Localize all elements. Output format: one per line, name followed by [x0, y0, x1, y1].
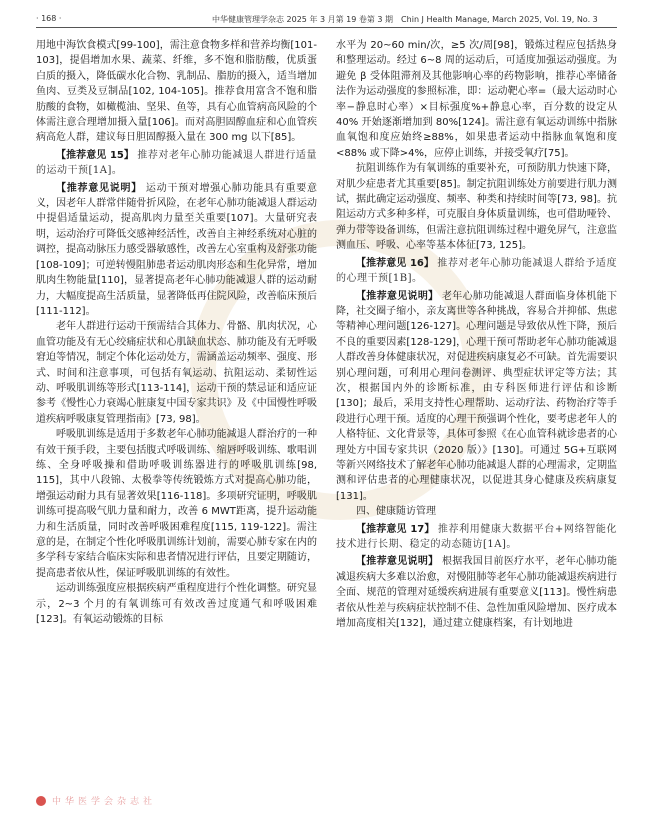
right-column: [336, 38, 617, 783]
header-rule: [36, 27, 617, 28]
paragraph: 水平为 20~60 min/次，≥5 次/周[98]，锻炼过程应包括热身和整理运动。经过 6~8 周的运动后，可适度加强运动强度。为避免 β 受体阻滞剂及其他影响心率的药物影响，推荐心率储备法作为运动强度的参照标准，即：运动靶心率=（最大运动时心率−静息时心率）×目标强度%+静息心率，百分数的设定从 40% 开始逐渐增加到 80%[124]。需注意有氧运动训练中指脉血氧饱和度应始终≥88%，如果患者运动中指脉血氧饱和度<88% 或下降>4%，应停止训练，并接受氧疗[75]。: [336, 40, 617, 159]
recommendation-note-16: [336, 289, 617, 505]
page-number: · 168 ·: [36, 14, 62, 23]
note-label: 【推荐意见说明】: [356, 290, 439, 302]
publisher-logo-text: 中华医学会杂志社: [52, 797, 157, 807]
paragraph: 用地中海饮食模式[99-100]，需注意食物多样和营养均衡[101-103]，提倡增加水果、蔬菜、纤维，多不饱和脂肪酸，优质蛋白质的摄入，降低碳水化合物、乳制品、脂肪的摄入，适当增加鱼肉、豆类及豆制品[102, 104-105]。推荐食用富含不饱和脂肪酸的食物，如橄榄油、坚果、鱼等，具有心血管病高风险的个体需注意合理增加摄入量[106]。而对高胆固醇血症和心血管疾病高危人群，建议每日胆固醇摄入量在 300 mg 以下[85]。: [36, 40, 317, 144]
recommendation-note-17: [336, 554, 617, 631]
recommendation-note-15: [36, 181, 317, 320]
paragraph: 运动训练强度应根据疾病严重程度进行个性化调整。研究显示，2~3 个月的有氧训练可有效改善过度通气和呼吸困难[123]。有氧运动锻炼的目标: [36, 583, 317, 626]
note-label: 【推荐意见说明】: [356, 556, 439, 568]
note-text: 根据我国目前医疗水平，老年心肺功能减退疾病大多难以治愈，对慢阻肺等老年心肺功能减退疾病进行全面、规范的管理对延缓疾病进展有重要意义[113]。慢性病患者依从性差与疾病症状控制不佳、急性加重风险增加、医疗成本增加高度相关[132]，通过建立健康档案，有计划地进: [336, 556, 617, 630]
paragraph: 抗阻训练作为有氧训练的重要补充，可预防肌力快速下降，对肌少症患者尤其重要[85]。制定抗阻训练处方前要进行肌力测试，据此确定运动强度、频率、种类和持续时间等[73, 98]。抗阻运动方式多种多样，可克服自身体质量训练，也可借助哑铃、弹力带等设备训练，但需注意抗阻训练过程中避免屏气，注意监测血压、呼吸、心率等基本体征[73, 125]。: [336, 163, 617, 252]
note-text: 老年心肺功能减退人群面临身体机能下降，社交圈子缩小，亲友离世等各种挑战，容易合并抑郁、焦虑等精神心理问题[126-127]。心理问题是导致依从性下降，预后不良的重要因素[128-129]，心理干预可帮助老年心肺功能减退人群改善身体健康状况，对促进疾病康复必不可缺。首先需要识别心理问题，可利用心理问卷测评、典型症状评定等方法；其次，根据国内外的诊断标准，由专科医师进行评估和诊断[130]；最后，采用支持性心理帮助、运动疗法、药物治疗等手段进行心理干预。适度的心理干预强调个性化，要考虑老年人的人格特征、文化背景等，具体可参照《在心血管科就诊患者的心理处方中国专家共识（2020 版）》[130]。可通过 5G+互联网等新兴网络技术了解老年心肺功能减退人群的心理需求，定期监测和评估患者的心理健康状况，以促进其身心健康及疾病康复[131]。: [336, 290, 617, 502]
recommendation-17: [336, 522, 617, 553]
note-label: 【推荐意见说明】: [56, 182, 142, 194]
section-heading: 四、健康随访管理: [356, 506, 436, 518]
page-header: [0, 0, 653, 30]
recommendation-text: 推荐对老年心肺功能减退人群进行适量的运动干预[1A]。: [36, 149, 317, 177]
recommendation-label: 【推荐意见 17】: [356, 523, 435, 535]
recommendation-15: [36, 148, 317, 179]
recommendation-text: 推荐利用健康大数据平台+网络智能化技术进行长期、稳定的动态随访[1A]。: [336, 523, 617, 550]
recommendation-16: [336, 256, 617, 287]
paragraph: 呼吸肌训练是适用于多数老年心肺功能减退人群治疗的一种有效干预手段，主要包括腹式呼吸训练、缩唇呼吸训练、歌唱训练、全身呼吸操和借助呼吸训练器进行的呼吸肌训练[98, 115]，其中八段锦、太极拳等传统锻炼方式对提高心肺功能，增强运动耐力具有显著效果[116-118]。多项研究证明，呼吸肌训练可提高吸气肌力量和耐力，改善 6 MWT距离，提升运动能力和生活质量，同时改善呼吸困难程度[115, 119-122]。需注意的是，在制定个性化呼吸肌训练计划前，需要心肺专家在内的多学科专家结合临床实际和患者情况进行评估，且要定期随访，提高患者依从性，保证呼吸肌训练的有效性。: [36, 429, 317, 579]
recommendation-label: 【推荐意见 15】: [56, 149, 135, 161]
journal-citation: 中华健康管理学杂志 2025 年 3 月第 19 卷第 3 期 Chin J Health Manage, March 2025, Vol. 19, No. 3: [212, 15, 598, 24]
note-text: 运动干预对增强心肺功能具有重要意义，因老年人群常伴随骨折风险，在老年心肺功能减退人群运动中提倡适量运动，提高肌肉力量至关重要[107]。大量研究表明，运动治疗可降低交感神经活性，改善自主神经系统对心脏的调控，提高动脉压力感受器敏感性，改善左心室重构及舒张功能[108-109]；可逆转慢阻肺患者运动肌肉形态和生化异常，增加肌肉生物能量[110]，显著提高老年心肺功能减退人群的运动耐力，大幅度提高生活质量，显著降低再住院风险，改善临床预后[111-112]。: [36, 182, 317, 317]
recommendation-label: 【推荐意见 16】: [356, 257, 435, 269]
recommendation-text: 推荐对老年心肺功能减退人群给予适度的心理干预[1B]。: [336, 257, 617, 285]
left-column: [36, 38, 317, 783]
publisher-logo-icon: [36, 796, 46, 806]
paragraph: 老年人群进行运动干预需结合其体力、骨骼、肌肉状况，心血管功能及有无心绞痛症状和心肌缺血状态、肺功能及有无呼吸窘迫等情况，制定个体化运动处方，需涵盖运动频率、强度、形式、时间和注意事项，可包括有氧运动、抗阻运动、柔韧性运动、呼吸肌训练等形式[113-114]，运动干预的禁忌证和适应证参考《慢性心力衰竭心脏康复中国专家共识》及《中国慢性呼吸道疾病呼吸康复管理指南》[73, 98]。: [36, 321, 317, 425]
